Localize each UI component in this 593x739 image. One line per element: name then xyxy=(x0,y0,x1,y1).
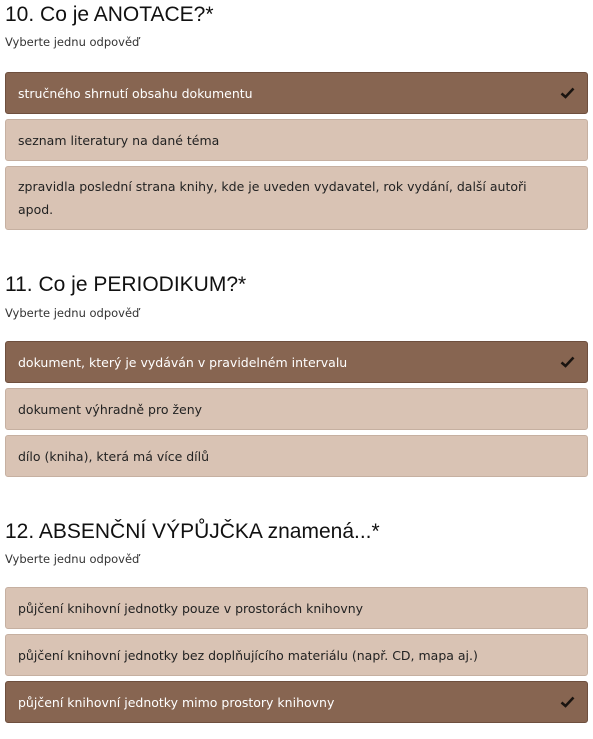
answer-option[interactable] xyxy=(5,388,588,430)
answer-option-label: dílo (kniha), která má více dílů xyxy=(18,448,210,464)
answer-option-selected[interactable] xyxy=(5,681,588,723)
answer-option-selected[interactable] xyxy=(5,341,588,383)
answer-option-label: dokument, který je vydáván v pravidelném intervalu xyxy=(18,354,348,370)
question-12 xyxy=(5,477,588,723)
answer-option-label: půjčení knihovní jednotky pouze v prostorách knihovny xyxy=(18,600,364,616)
question-10 xyxy=(5,0,588,230)
answer-option-label: půjčení knihovní jednotky mimo prostory knihovny xyxy=(18,694,335,710)
checkmark-icon xyxy=(559,354,575,370)
answer-option-label: zpravidla poslední strana knihy, kde je uveden vydavatel, rok vydání, další autoři apod. xyxy=(18,179,527,217)
question-hint: Vyberte jednu odpověď xyxy=(5,306,140,320)
answer-option[interactable] xyxy=(5,166,588,230)
question-hint: Vyberte jednu odpověď xyxy=(5,35,140,49)
question-title: 10. Co je ANOTACE?* xyxy=(5,3,214,26)
answer-option[interactable] xyxy=(5,587,588,629)
answer-option-label: seznam literatury na dané téma xyxy=(18,132,220,148)
answer-option[interactable] xyxy=(5,119,588,161)
checkmark-icon xyxy=(559,694,575,710)
checkmark-icon xyxy=(559,85,575,101)
answer-option[interactable] xyxy=(5,634,588,676)
answer-option-label: stručného shrnutí obsahu dokumentu xyxy=(18,85,253,101)
question-11 xyxy=(5,230,588,477)
question-hint: Vyberte jednu odpověď xyxy=(5,552,140,566)
answer-option-label: půjčení knihovní jednotky bez doplňujícího materiálu (např. CD, mapa aj.) xyxy=(18,647,478,663)
answer-option-selected[interactable] xyxy=(5,72,588,114)
question-title: 12. ABSENČNÍ VÝPŮJČKA znamená...* xyxy=(5,520,380,543)
question-title: 11. Co je PERIODIKUM?* xyxy=(5,273,247,296)
answer-option[interactable] xyxy=(5,435,588,477)
answer-option-label: dokument výhradně pro ženy xyxy=(18,401,203,417)
